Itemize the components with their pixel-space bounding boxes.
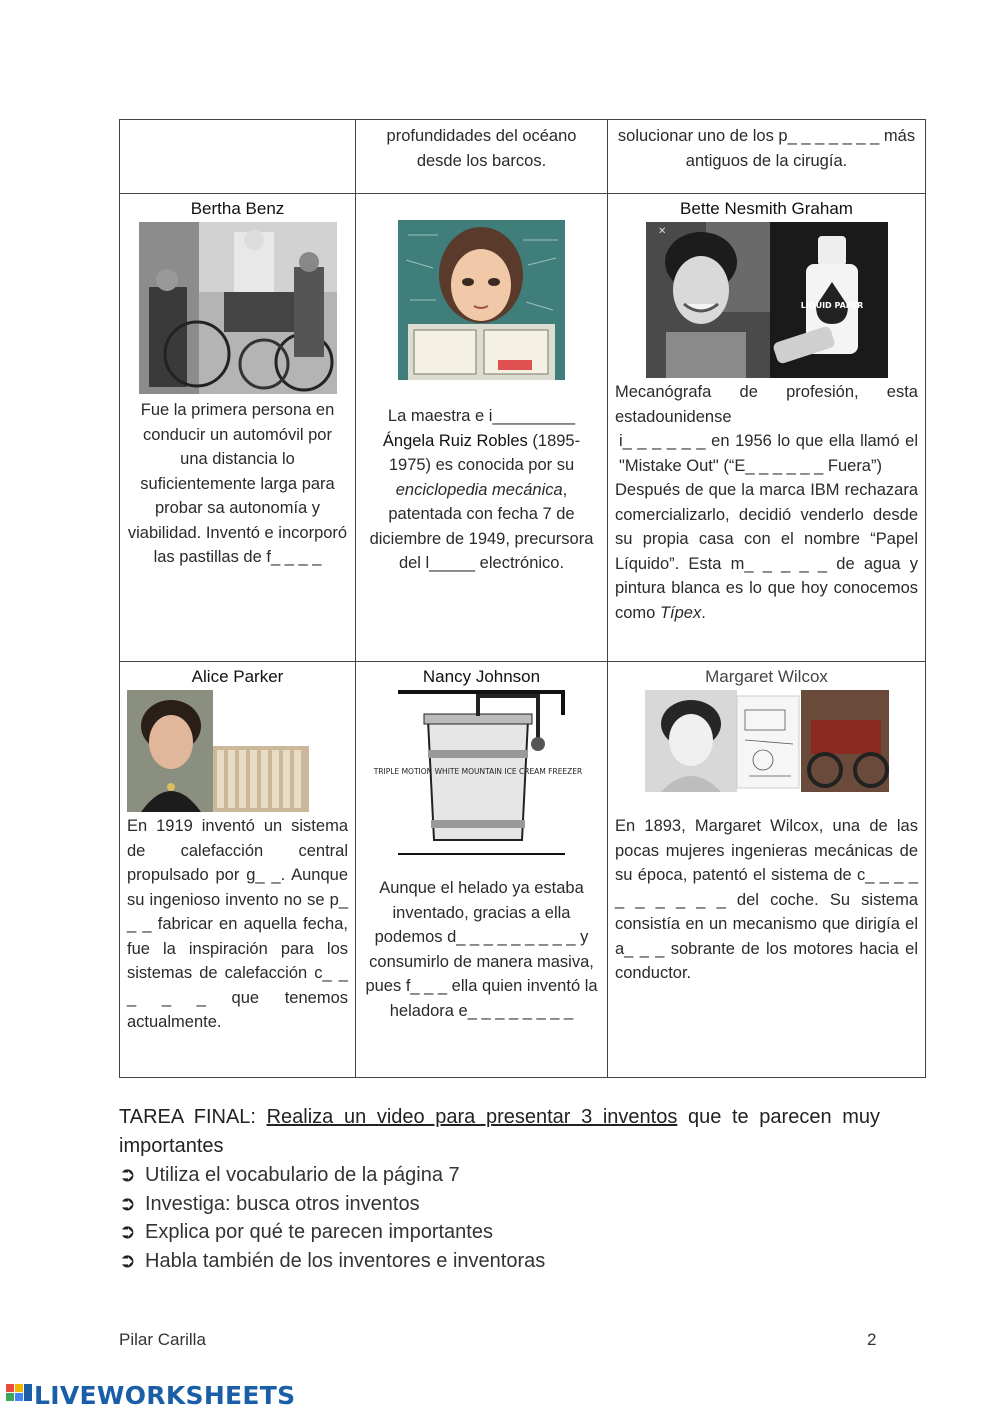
- ice-cream-freezer-illustration: [373, 690, 583, 856]
- final-task-prefix: TAREA FINAL:: [119, 1106, 267, 1128]
- inventor-name: Margaret Wilcox: [705, 667, 828, 686]
- description-emphasis: enciclopedia mecánica: [395, 480, 563, 499]
- page-number: 2: [867, 1330, 877, 1349]
- inventor-description: Aunque el helado ya estaba inventado, gracias a ella podemos d_ _ _ _ _ _ _ _ _ y consumirlo de manera masiva, pues f_ _ _ ella quien inventó la heladora e_ _ _ _ _ _ _ _: [365, 879, 598, 1020]
- cell-margaret-wilcox: [608, 662, 926, 1078]
- list-item: [119, 1161, 880, 1190]
- inventor-name: Ángela Ruiz Robles: [382, 431, 528, 450]
- inventors-table: [119, 119, 926, 1078]
- description-text: (1895-1975) es conocida por su: [388, 431, 581, 474]
- arrow-icon: ➲: [119, 1249, 136, 1272]
- description-text: La maestra e i_________: [387, 407, 576, 425]
- inventor-name: Bette Nesmith Graham: [680, 199, 853, 218]
- machine-label: TRIPLE MOTION WHITE MOUNTAIN ICE CREAM FREEZER: [373, 767, 583, 776]
- inventor-description: Fue la primera persona en conducir un automóvil por una distancia lo suficientemente larga para probar sa autonomía y viabilidad. Inventó e incorporó las pastillas de f_ _ _ _: [127, 401, 348, 566]
- close-icon: ✕: [657, 226, 666, 237]
- cell-text: solucionar uno de los p_ _ _ _ _ _ _ más antiguos de la cirugía.: [617, 127, 916, 170]
- cell-text: profundidades del océano desde los barcos.: [386, 127, 577, 170]
- list-item-text: Explica por qué te parecen importantes: [145, 1221, 493, 1243]
- list-item-text: Habla también de los inventores e inventoras: [145, 1249, 546, 1272]
- final-task-underlined: Realiza un video para presentar 3 inventos: [266, 1106, 678, 1128]
- list-item: [119, 1247, 880, 1276]
- description-paragraph: Mecanógrafa de profesión, esta estadounidense: [615, 383, 918, 426]
- bertha-benz-photo: [139, 222, 337, 394]
- inventor-description: [363, 404, 600, 576]
- alice-parker-photo: [127, 690, 312, 812]
- inventor-description: [615, 380, 918, 625]
- description-paragraph: [615, 478, 918, 625]
- description-text: , patentada con fecha 7 de diciembre de 1949, precursora del l_____ electrónico.: [369, 480, 594, 572]
- final-task: [119, 1103, 880, 1275]
- inventor-description: En 1893, Margaret Wilcox, una de las pocas mujeres ingenieras mecánicas de su época, patentó el sistema de c_ _ _ _ _ _ _ _ _ _ del coche. Su sistema consistía en un mecanismo que dirigía el a_ _ _ sobrante de los motores hacia el conductor.: [615, 817, 918, 982]
- table-cell-ocean: [356, 120, 608, 194]
- list-item-text: Utiliza el vocabulario de la página 7: [145, 1164, 460, 1186]
- list-item: [119, 1218, 880, 1247]
- bottle-label: LIQUID PAPER: [800, 301, 863, 310]
- liveworksheets-logo[interactable]: [6, 1380, 295, 1410]
- final-task-list: [119, 1161, 880, 1275]
- final-task-suffix: que te parecen muy importantes: [119, 1106, 880, 1157]
- final-task-heading: [119, 1103, 880, 1161]
- cell-bette-nesmith-graham: [608, 194, 926, 662]
- table-cell-surgery: [608, 120, 926, 194]
- table-row: [120, 194, 926, 662]
- list-item-text: Investiga: busca otros inventos: [145, 1192, 420, 1215]
- arrow-icon: ➲: [119, 1221, 136, 1243]
- list-item: [119, 1190, 880, 1219]
- arrow-icon: ➲: [119, 1164, 136, 1186]
- cell-alice-parker: [120, 662, 356, 1078]
- bette-nesmith-graham-photo: [646, 222, 888, 378]
- table-cell-empty: [120, 120, 356, 194]
- logo-text: LIVEWORKSHEETS: [34, 1380, 296, 1410]
- footer-author: Pilar Carilla: [119, 1330, 206, 1349]
- description-paragraph: i_ _ _ _ _ _ en 1956 lo que ella llamó el "Mistake Out" (“E_ _ _ _ _ _ Fuera”): [619, 432, 918, 475]
- inventor-description: En 1919 inventó un sistema de calefacción central propulsado por g_ _. Aunque su ingenioso invento no se p_ _ _ fabricar en aquella fecha, fue la inspiración para los sistemas de calefacción c_ _ _ _ _ que tenemos actualmente.: [127, 817, 348, 1031]
- cell-angela-ruiz-robles: [356, 194, 608, 662]
- cell-nancy-johnson: [356, 662, 608, 1078]
- angela-ruiz-robles-illustration: [398, 220, 565, 380]
- inventor-name: Bertha Benz: [190, 199, 285, 218]
- description-emphasis: Típex: [659, 603, 702, 622]
- table-row: [120, 662, 926, 1078]
- description-text: .: [701, 603, 706, 622]
- cell-bertha-benz: [120, 194, 356, 662]
- description-text: Después de que la marca IBM rechazara comercializarlo, decidió venderlo desde su propia casa con el nombre “Papel Líquido”. Esta m_ _ _ _ _ de agua y pintura blanca es lo que hoy conocemos como: [615, 481, 918, 622]
- inventor-name: Nancy Johnson: [422, 667, 541, 686]
- margaret-wilcox-photo: [645, 690, 889, 792]
- table-row: [120, 120, 926, 194]
- inventor-name: Alice Parker: [191, 667, 284, 686]
- logo-icon: [6, 1382, 34, 1408]
- arrow-icon: ➲: [119, 1192, 136, 1215]
